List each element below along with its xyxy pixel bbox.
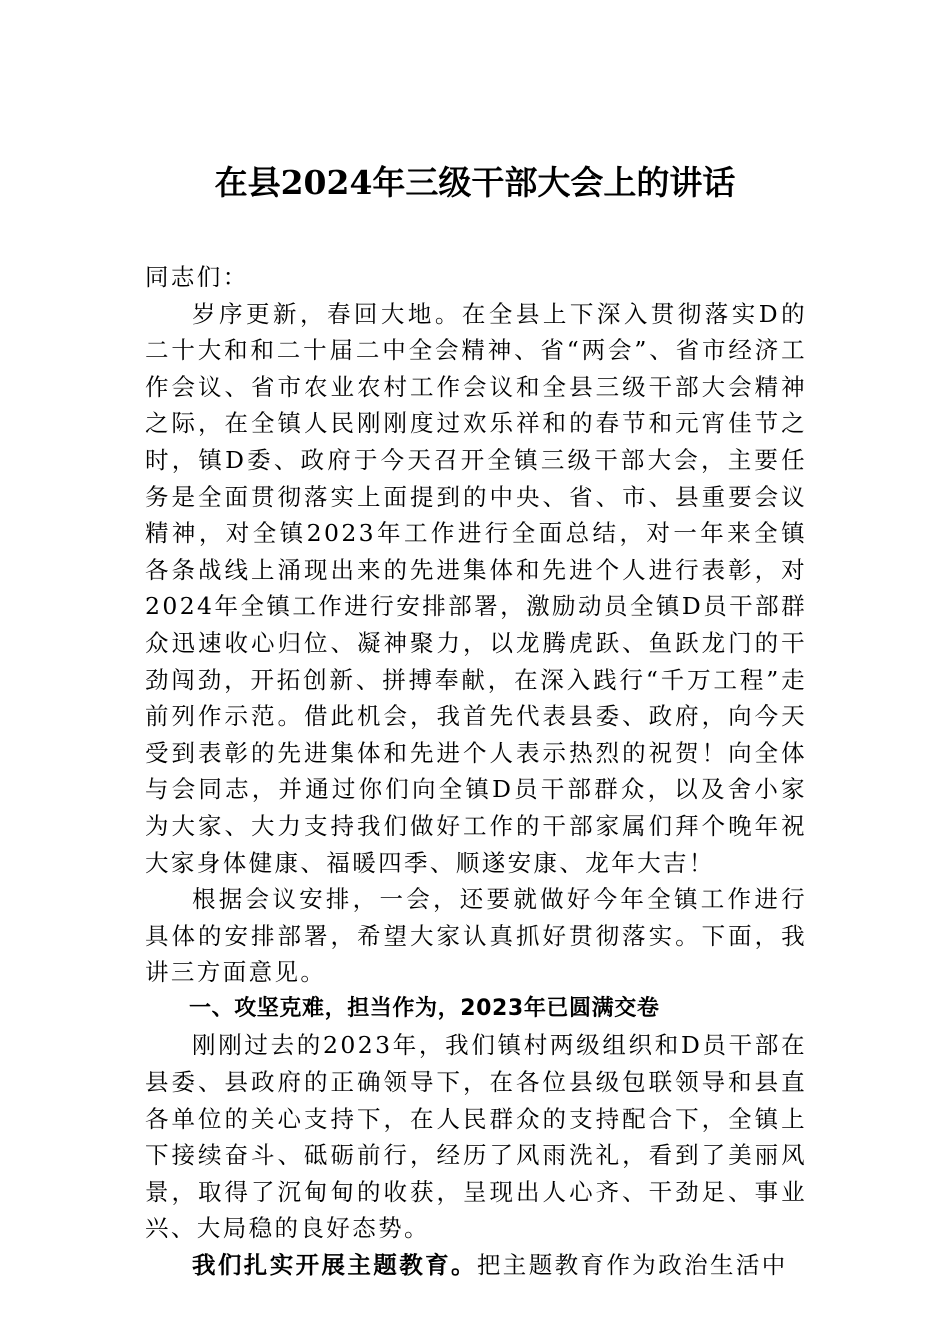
paragraph-text: 把主题教育作为政治生活中 (476, 1251, 788, 1280)
paragraph-arrangement: 根据会议安排，一会，还要就做好今年全镇工作进行具体的安排部署，希望大家认真抓好贯彻落实。下面，我讲三方面意见。 (145, 885, 807, 987)
section-heading: 一、攻坚克难，担当作为，2023年已圆满交卷 (189, 995, 660, 1021)
document-title: 在县2024年三级干部大会上的讲话 (214, 163, 736, 202)
paragraph-opening: 岁序更新，春回大地。在全县上下深入贯彻落实D的二十大和和二十届二中全会精神、省“两会”、省市经济工作会议、省市农业农村工作会议和全县三级干部大会精神之际，在全镇人民刚刚度过欢乐祥和的春节和元宵佳节之时，镇D委、政府于今天召开全镇三级干部大会，主要任务是全面贯彻落实上面提到的中央、省、市、县重要会议精神，对全镇2023年工作进行全面总结，对一年来全镇各条战线上涌现出来的先进集体和先进个人进行表彰，对2024年全镇工作进行安排部署，激励动员全镇D员干部群众迅速收心归位、凝神聚力，以龙腾虎跃、鱼跃龙门的干劲闯劲，开拓创新、拼搏奉献，在深入践行“千万工程”走前列作示范。借此机会，我首先代表县委、政府，向今天受到表彰的先进集体和先进个人表示热烈的祝贺！向全体与会同志，并通过你们向全镇D员干部群众，以及舍小家为大家、大力支持我们做好工作的干部家属们拜个晚年祝大家身体健康、福暖四季、顺遂安康、龙年大吉！ (145, 299, 807, 877)
document-body (145, 259, 807, 1284)
paragraph-review: 刚刚过去的2023年，我们镇村两级组织和D员干部在县委、县政府的正确领导下，在各位县级包联领导和县直各单位的关心支持下，在人民群众的支持配合下，全镇上下接续奋斗、砥砺前行，经历了风雨洗礼，看到了美丽风景，取得了沉甸甸的收获，呈现出人心齐、干劲足、事业兴、大局稳的良好态势。 (145, 1031, 807, 1243)
salutation: 同志们： (145, 263, 249, 291)
paragraph-theme-education (145, 1247, 807, 1284)
paragraph-lead: 我们扎实开展主题教育。 (192, 1251, 477, 1280)
